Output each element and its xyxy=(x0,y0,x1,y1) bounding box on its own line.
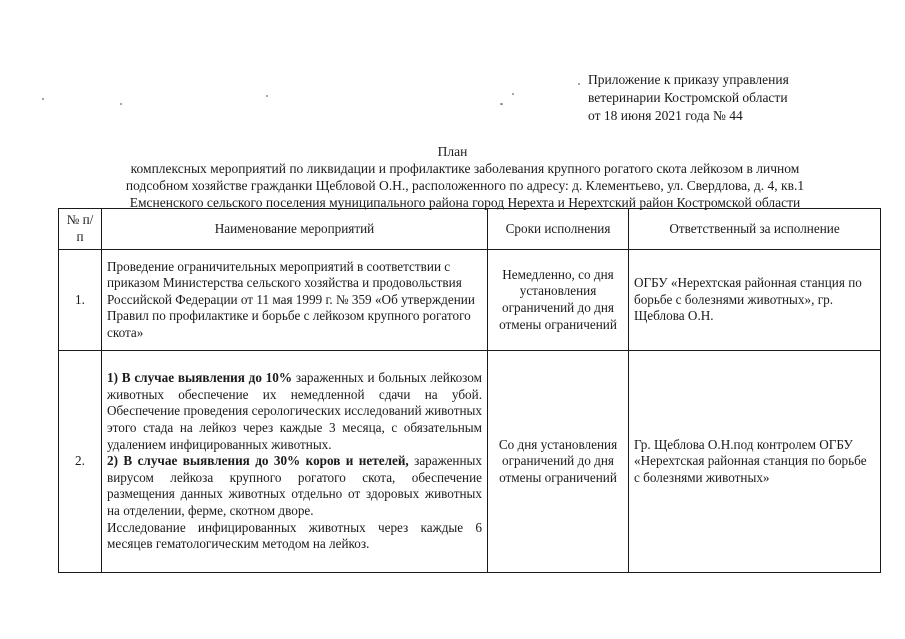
scan-speck xyxy=(578,83,580,85)
appendix-header xyxy=(588,71,888,125)
subtitle-line: Емсненского сельского поселения муниципального района город Нерехта и Нерехтский район Костромской области xyxy=(129,195,801,210)
header-responsible: Ответственный за исполнение xyxy=(629,209,881,250)
table-row xyxy=(59,250,881,351)
scan-speck xyxy=(120,103,122,105)
plan-title: План xyxy=(437,144,468,159)
measures-table xyxy=(58,208,881,573)
measure-paragraph xyxy=(107,370,482,453)
table-row xyxy=(59,351,881,573)
row-responsible: Гр. Щеблова О.Н.под контролем ОГБУ «Нерехтская районная станция по борьбе с болезнями животных» xyxy=(629,351,881,573)
subtitle-line: подсобном хозяйстве гражданки Щебловой О.Н., расположенного по адресу: д. Клементьево, ул. Свердлова, д. 4, кв.1 xyxy=(125,178,805,193)
row-deadline: Немедленно, со дня установления ограничений до дня отмены ограничений xyxy=(488,250,629,351)
plan-subtitle xyxy=(70,160,860,211)
header-deadline: Сроки исполнения xyxy=(488,209,629,250)
header-num: № п/п xyxy=(59,209,102,250)
header-name: Наименование мероприятий xyxy=(102,209,488,250)
measure-text: зараженных вирусом лейкоза крупного рогатого скота, обеспечение размещения данных животных отдельно от здоровых животных на отделении, ферме, скотном дворе. xyxy=(107,453,482,518)
appendix-line: Приложение к приказу управления xyxy=(588,72,789,87)
appendix-line: от 18 июня 2021 года № 44 xyxy=(588,108,743,123)
subtitle-line: комплексных мероприятий по ликвидации и профилактике заболевания крупного рогатого скота лейкозом в личном xyxy=(130,161,800,176)
measure-text: зараженных и больных лейкозом животных обеспечение их немедленной сдачи на убой. Обеспечение проведения серологических исследований животных этого стада на лейкоз через каждые 3 месяца, с обязательным удалением инфицированных животных. xyxy=(107,370,482,452)
row-deadline: Со дня установления ограничений до дня отмены ограничений xyxy=(488,351,629,573)
measure-bold-lead: 1) В случае выявления до 10% xyxy=(107,370,293,386)
scan-speck xyxy=(512,93,514,95)
row-number: 1. xyxy=(59,250,102,351)
row-measure: Проведение ограничительных мероприятий в соответствии с приказом Министерства сельского хозяйства и продовольствия Российской Федерации от 11 мая 1999 г. № 359 «Об утверждении Правил по профилактике и борьбе с лейкозом крупного рогатого скота» xyxy=(102,250,488,351)
measure-bold-lead: 2) В случае выявления до 30% коров и нетелей, xyxy=(107,453,409,469)
measure-paragraph: Исследование инфицированных животных через каждые 6 месяцев гематологическим методом на лейкоз. xyxy=(107,519,482,552)
measure-paragraph xyxy=(107,453,482,519)
scan-speck xyxy=(266,95,268,97)
row-measure xyxy=(102,351,488,573)
table-header-row xyxy=(59,209,881,250)
scan-speck xyxy=(42,98,44,100)
appendix-line: ветеринарии Костромской области xyxy=(588,90,788,105)
row-responsible: ОГБУ «Нерехтская районная станция по борьбе с болезнями животных», гр. Щеблова О.Н. xyxy=(629,250,881,351)
scan-speck xyxy=(500,103,503,105)
row-number: 2. xyxy=(59,351,102,573)
